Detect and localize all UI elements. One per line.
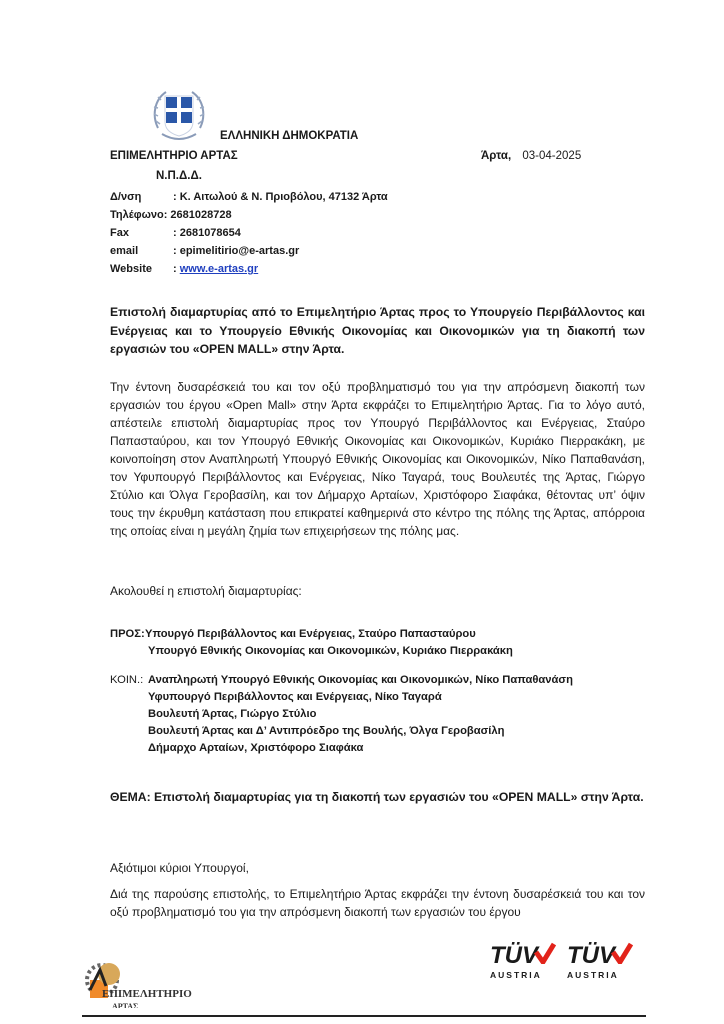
checkmark-icon xyxy=(611,942,633,964)
date-place xyxy=(481,150,581,162)
contact-label: Δ/νση xyxy=(110,191,142,203)
place: Άρτα, xyxy=(481,150,512,162)
footer-divider xyxy=(82,1015,646,1017)
tuv-austria-logo xyxy=(567,944,633,984)
tuv-brand: TÜV xyxy=(490,942,538,969)
greek-coat-of-arms-icon xyxy=(148,84,210,146)
contact-label: Website xyxy=(110,263,152,275)
contact-label: Fax xyxy=(110,227,129,239)
tuv-sub: AUSTRIA xyxy=(490,970,542,980)
republic-heading: ΕΛΛΗΝΙΚΗ ΔΗΜΟΚΡΑΤΙΑ xyxy=(220,130,359,142)
to-label: ΠΡΟΣ: xyxy=(110,628,145,640)
contact-value: : Κ. Αιτωλού & Ν. Πριοβόλου, 47132 Άρτα xyxy=(173,191,388,203)
greeting: Αξιότιμοι κύριοι Υπουργοί, xyxy=(110,861,249,875)
tuv-brand: TÜV xyxy=(567,942,615,969)
contact-website xyxy=(110,260,388,278)
contact-phone xyxy=(110,206,388,224)
contact-address xyxy=(110,188,388,206)
contact-value: : 2681078654 xyxy=(173,227,241,239)
chamber-logo xyxy=(82,960,192,1015)
organization-name: ΕΠΙΜΕΛΗΤΗΡΙΟ ΑΡΤΑΣ xyxy=(110,150,238,162)
contact-fax xyxy=(110,224,388,242)
contact-value: : 2681028728 xyxy=(163,209,232,221)
letter-date: 03-04-2025 xyxy=(522,150,582,162)
recipient: Βουλευτή Άρτας και Δ’ Αντιπρόεδρο της Βουλής, Όλγα Γεροβασίλη xyxy=(148,725,505,737)
contact-email xyxy=(110,242,388,260)
cc-recipients xyxy=(110,672,573,757)
contact-block xyxy=(110,188,388,278)
chamber-logo-subtext: ΑΡΤΑΣ xyxy=(112,1002,139,1008)
recipient: Δήμαρχο Αρταίων, Χριστόφορο Σιαφάκα xyxy=(148,742,364,754)
contact-label: Τηλέφωνο xyxy=(110,209,164,221)
tuv-sub: AUSTRIA xyxy=(567,970,619,980)
contact-label: email xyxy=(110,245,139,257)
recipient: Υπουργό Εθνικής Οικονομίας και Οικονομικών, Κυριάκο Πιερρακάκη xyxy=(148,645,513,657)
contact-value: : epimelitirio@e-artas.gr xyxy=(173,245,300,257)
recipient: Αναπληρωτή Υπουργό Εθνικής Οικονομίας και Οικονομικών, Νίκο Παπαθανάση xyxy=(148,674,573,686)
letter-title: Επιστολή διαμαρτυρίας από το Επιμελητήριο Άρτας προς το Υπουργείο Περιβάλλοντος και Ενέργειας και το Υπουργείο Εθνικής Οικονομίας και Οικονομικών για τη διακοπή των εργασιών του «OPEN MALL» στην Άρτα. xyxy=(110,305,645,356)
checkmark-icon xyxy=(534,942,556,964)
intro-paragraph: Την έντονη δυσαρέσκειά του και τον οξύ προβληματισμό του για την απρόσμενη διακοπή των εργασιών του έργου «Open Mall» στην Άρτα εκφράζει το Επιμελητήριο Άρτας. Για το λόγο αυτό, απέστειλε επιστολή διαμαρτυρίας προς τον Υπουργό Περιβάλλοντος και Ενέργειας, Σταύρο Παπασταύρου, και τον Υπουργό Εθνικής Οικονομίας και Οικονομικών, Κυριάκο Πιερρακάκη, με κοινοποίηση στον Αναπληρωτή Υπουργό Εθνικής Οικονομίας και Οικονομικών, Νίκο Παπαθανάση, τον Υφυπουργό Περιβάλλοντος και Ενέργειας, Νίκο Ταγαρά, τους Βουλευτές της Άρτας, Γιώργο Στύλιο και Όλγα Γεροβασίλη, και τον Δήμαρχο Αρταίων, Χριστόφορο Σιαφάκα, θέτοντας υπ’ όψιν τους την έκρυθμη κατάσταση που επικρατεί καθημερινά στο κέντρο της πόλης της Άρτας, απόρροια της οποίας είναι η μεγάλη ζημία των επιχειρήσεων της πόλης μας. xyxy=(110,380,645,538)
follows-text: Ακολουθεί η επιστολή διαμαρτυρίας: xyxy=(110,584,302,598)
website-link[interactable]: www.e-artas.gr xyxy=(179,263,259,275)
letter-subject: ΘΕΜΑ: Επιστολή διαμαρτυρίας για τη διακοπή των εργασιών του «OPEN MALL» στην Άρτα. xyxy=(110,790,644,804)
recipient: Υπουργό Περιβάλλοντος και Ενέργειας, Σταύρο Παπασταύρου xyxy=(145,628,476,640)
chamber-logo-text: ΕΠΙΜΕΛΗΤΗΡΙΟ xyxy=(102,988,192,1000)
cc-label: ΚΟΙΝ.: xyxy=(110,674,144,686)
tuv-austria-logo xyxy=(490,944,556,984)
to-recipients xyxy=(110,626,513,660)
legal-status: Ν.Π.Δ.Δ. xyxy=(156,170,202,182)
recipient: Υφυπουργό Περιβάλλοντος και Ενέργειας, Νίκο Ταγαρά xyxy=(148,691,442,703)
recipient: Βουλευτή Άρτας, Γιώργο Στύλιο xyxy=(148,708,317,720)
body-paragraph: Διά της παρούσης επιστολής, το Επιμελητήριο Άρτας εκφράζει την έντονη δυσαρέσκειά του και τον οξύ προβληματισμό του για την απρόσμενη διακοπή των εργασιών του έργου xyxy=(110,887,645,919)
contact-value: : xyxy=(173,263,180,275)
